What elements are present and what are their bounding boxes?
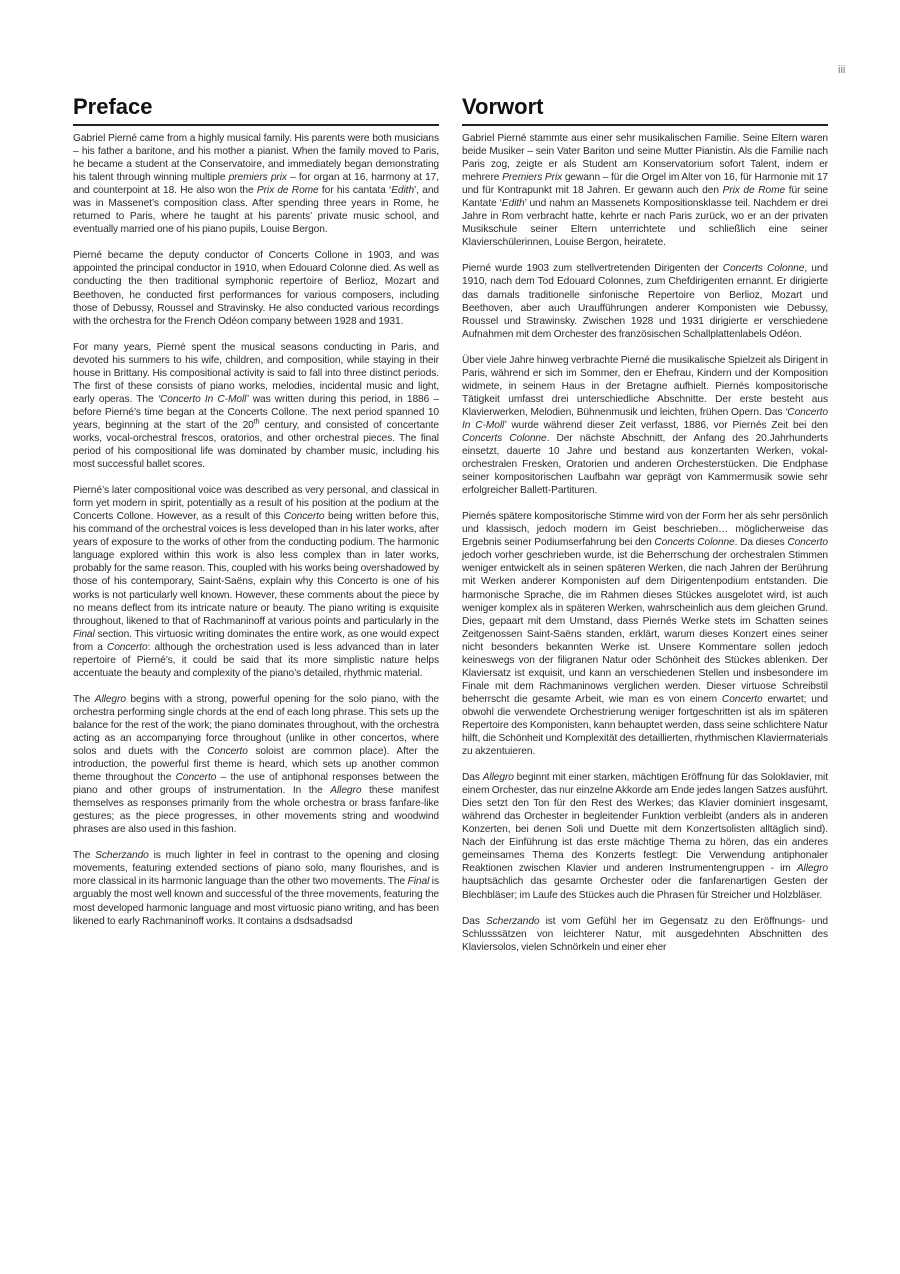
italic-text: premiers prix (228, 172, 287, 184)
preface-heading: Preface (73, 94, 153, 119)
italic-text: Scherzando (485, 915, 540, 927)
heading-rule (462, 124, 828, 126)
italic-text: Allegro (482, 772, 514, 784)
preface-column (73, 94, 439, 941)
italic-text: Concerts Colonne (462, 432, 547, 444)
italic-text: Concerts Colonne (722, 263, 805, 275)
paragraph: Das Allegro beginnt mit einer starken, mächtigen Eröffnung für das Soloklavier, mit einem Orchester, das nur einzelne Akkorde am Ende jedes langen Satzes ausführt. Dies setzt den Ton für den Rest des Werkes; das Klavier dominiert insgesamt, während das Orchester in begleitender Funktion verbleibt (anders als in anderen Konzerten, bei denen Soli und Duette mit dem Konzertsolisten alltäglich sind). Nach der Einführung ist das erste mächtige Thema zu hören, das ein anderes gemeinsames Thema des Konzerts festlegt: Die Verwendung antiphonaler Reaktionen zwischen Klavier und anderen Instrumentengruppen - im Allegro hauptsächlich das gesamte Orchester oder die fanfarenartigen Gesten der Blechbläser; im Laufe des Stückes auch die Phrasen für Streicher und Holzbläser. (462, 772, 828, 901)
italic-text: Prix de Rome (722, 185, 786, 197)
paragraph: For many years, Pierné spent the musical seasons conducting in Paris, and devoted his summers to his wife, children, and composition, while staying in their house in Brittany. His compositional activity is said to fall into three distinct periods. The first of these consists of piano works, melodies, incidental music and light, early operas. The ‘Concerto In C-Moll’ was written during this period, in 1886 – before Pierné’s time began at the Concerts Collone. The next period spanned 10 years, beginning at the start of the 20th century, and consisted of concertante works, vocal-orchestral frescos, oratorios, and other orchestral pieces. The final period of his compositional life was dominated by chamber music, including his most successful ballet scores. (73, 341, 440, 471)
vorwort-column (462, 94, 828, 967)
italic-text: Concerto (787, 537, 829, 549)
italic-text: Allegro (796, 863, 828, 875)
paragraph: Pierné became the deputy conductor of Concerts Collone in 1903, and was appointed the principal conductor in 1910, when Edouard Colonne died. As well as conducting the then traditional symphonic repertoire of Berlioz, Mozart and Beethoven, he conducted first performances for various composers, including those of Debussy, Roussel and Stravinsky. He also conducted various recordings with the orchestra for the French Odéon company between 1928 and 1931. (73, 250, 439, 327)
paragraph: Gabriel Pierné came from a highly musical family. His parents were both musicians – his father a baritone, and his mother a pianist. When the family moved to Paris, he became a student at the Conservatoire, and immediately began demonstrating his talent through winning multiple premiers prix – for organ at 16, harmony at 17, and counterpoint at 18. He also won the Prix de Rome for his cantata ‘Edith’, and was in Massenet’s composition class. After spending three years in Rome, he returned to Paris, where he taught at his parents’ private music school, and eventually married one of his piano pupils, Louise Bergon. (73, 133, 439, 236)
italic-text: ‘Concerto In C-Moll’ (157, 393, 249, 405)
italic-text: ‘Concerto In C-Moll’ (462, 406, 828, 431)
italic-text: Concerto (207, 746, 248, 758)
preface-body (73, 132, 439, 928)
italic-text: Prix de Rome (256, 185, 319, 197)
italic-text: Edith (391, 185, 415, 197)
italic-text: Concerts Colonne (654, 537, 735, 549)
italic-text: Final (73, 628, 95, 640)
heading-rule (73, 124, 439, 126)
italic-text: Allegro (94, 693, 126, 705)
paragraph: The Scherzando is much lighter in feel in contrast to the opening and closing movements, featuring extended sections of piano solo, many flourishes, and is more classical in its harmonic language than the other two movements. The Final is arguably the most well known and successful of the three movements, featuring the most developed harmonic language and most virtuosic piano writing, and has been likened to early Rachmaninoff works. It contains a dsdsadsadsd (73, 850, 439, 927)
paragraph: Pierné’s later compositional voice was described as very personal, and classical in form yet modern in spirit, potentially as a result of his position at the podium at the Concerts Collone. However, as a result of this Concerto being written before this, his command of the orchestral voices is less developed than in his later works, after years of exposure to the works of other from the conducting podium. The harmonic language explored within this work is also less complex than in later works, probably for the same reason. This, coupled with his works being overshadowed by those of his contemporary, Saint-Saëns, explain why this Concerto is one of his works is not particularly well known. However, these comments about the piece by no means deflect from its intricate nature or beauty. The piano writing is exquisite throughout, likened to that of Rachmaninoff at various points and particularly in the Final section. This virtuosic writing dominates the entire work, as one would expect from a Concerto: although the orchestration used is less advanced than in later repertoire of Pierné’s, it could be said that its more simplistic nature helps accentuate the beauty and complexity of the piano’s detailed, rhythmic material. (73, 485, 439, 679)
paragraph: The Allegro begins with a strong, powerful opening for the solo piano, with the orchestra performing single chords at the end of each long phrase. This sets up the balance for the rest of the work; the piano dominates throughout, with the orchestra acting as an accompanying force throughout (unlike in other concertos, where solos and duets with the Concerto soloist are common place). After the introduction, the powerful first theme is heard, which sets up another common theme throughout the Concerto – the use of antiphonal responses between the piano and other groups of instrumentation. In the Allegro these manifest themselves as responses primarily from the whole orchestra or brass fanfare-like gestures; as the piece progresses, in other movements string and woodwind phrases are also used in this fashion. (73, 693, 440, 836)
paragraph: Gabriel Pierné stammte aus einer sehr musikalischen Familie. Seine Eltern waren beide Musiker – sein Vater Bariton und seine Mutter Pianistin. Als die Familie nach Paris zog, zeigte er als Student am Konservatorium sofort Talent, indem er mehrere Premiers Prix gewann – für die Orgel im Alter von 16, für Harmonie mit 17 und für Kontrapunkt mit 18 Jahren. Er gewann auch den Prix de Rome für seine Kantate ‘Edith’ und nahm an Massenets Kompositionsklasse teil. Nachdem er drei Jahre in Rom verbracht hatte, kehrte er nach Paris zurück, wo er an der privaten Musikschule seiner Eltern unterrichtete und schließlich eine seiner Klavierschülerinnen, Louise Bergon, heiratete. (462, 133, 828, 249)
vorwort-body (462, 132, 828, 954)
paragraph: Pierné wurde 1903 zum stellvertretenden Dirigenten der Concerts Colonne, und 1910, nach dem Tod Edouard Colonnes, zum Chefdirigenten ernannt. Er dirigierte das damals traditionelle sinfonische Repertoire von Berlioz, Mozart und Beethoven, aber auch Uraufführungen anderer Komponisten wie Debussy, Roussel und Strawinsky. Zwischen 1928 und 1931 dirigierte er verschiedene Aufnahmen mit dem Orchester des französischen Schallplattenlabels Odéon. (462, 263, 828, 340)
paragraph: Über viele Jahre hinweg verbrachte Pierné die musikalische Spielzeit als Dirigent in Paris, während er sich im Sommer, den er Ehefrau, Kindern und der Komposition widmete, in seinem Haus in der Bretagne aufhielt. Piernés kompositorische Tätigkeit umfasst drei unterschiedliche Abschnitte. Der erste besteht aus Klavierwerken, Melodien, Bühnenmusik und leichten, frühen Opern. Das ‘Concerto In C-Moll’ wurde während dieser Zeit verfasst, 1886, vor Piernés Zeit bei den Concerts Colonne. Der nächste Abschnitt, der Anfang des 20.Jahrhunderts einsetzt, dauerte 10 Jahre und bestand aus konzertanten Werken, vokal-orchestralen Fresken, Oratorien und anderen Orchesterstücken. Die Endphase seiner kompositorischen Laufbahn war geprägt von Kammermusik sowie sehr erfolgreicher Ballett-Partituren. (462, 354, 828, 497)
italic-text: Scherzando (95, 850, 149, 862)
italic-text: Premiers Prix (502, 172, 563, 184)
italic-text: Concerto (721, 693, 763, 705)
italic-text: Edith (501, 198, 525, 210)
page-number: iii (838, 64, 846, 76)
italic-text: Concerto (175, 772, 217, 784)
italic-text: Allegro (330, 785, 362, 797)
vorwort-heading: Vorwort (462, 94, 544, 119)
paragraph: Das Scherzando ist vom Gefühl her im Gegensatz zu den Eröffnungs- und Schlusssätzen von leichterer Natur, mit ausgedehnten Abschnitten des Klaviersolos, vielen Schnörkeln und einer eher (462, 915, 828, 953)
paragraph: Piernés spätere kompositorische Stimme wird von der Form her als sehr persönlich und klassisch, jedoch modern im Geist beschrieben… möglicherweise das Ergebnis seiner Podiumserfahrung bei den Concerts Colonne. Da dieses Concerto jedoch vorher geschrieben wurde, ist die Beherrschung der orchestralen Stimmen weniger entwickelt als in seinen späteren Werken, die nach Jahren der Berührung mit Werken anderer Komponisten auf dem Dirigentenpodium entstanden. Die harmonische Sprache, die im Rahmen dieses Stückes ausgelotet wird, ist auch weniger komplex als in späteren Werken, wahrscheinlich aus dem gleichen Grund. Dies, gepaart mit dem Umstand, dass Piernés Werke stets im Schatten seines Zeitgenossen Saint-Saëns standen, erklärt, warum dieses Konzert eines seiner nicht besonders bekannten Werke ist. Unsere Kommentare sollen jedoch keineswegs von der filigranen Natur oder Schönheit des Stückes ablenken. Der Klaviersatz ist exquisit, und kann an verschiedenen Stellen und insbesondere im Finale mit dem Rachmaninows verglichen werden. Dieser virtuose Schreibstil beherrscht die gesamte Arbeit, wie man es von einem Concerto erwartet; und obwohl die verwendete Orchestrierung weniger fortgeschritten ist als im späteren Repertoire des Komponisten, kann behauptet werden, dass seine schlichtere Natur hilft, die Schönheit und Komplexität des detaillierten, rhythmischen Klaviermaterials zu akzentuieren. (462, 511, 829, 758)
italic-text: Concerto (283, 511, 325, 523)
superscript-text: th (253, 418, 260, 426)
italic-text: Final (407, 876, 430, 888)
italic-text: Concerto (106, 641, 148, 653)
